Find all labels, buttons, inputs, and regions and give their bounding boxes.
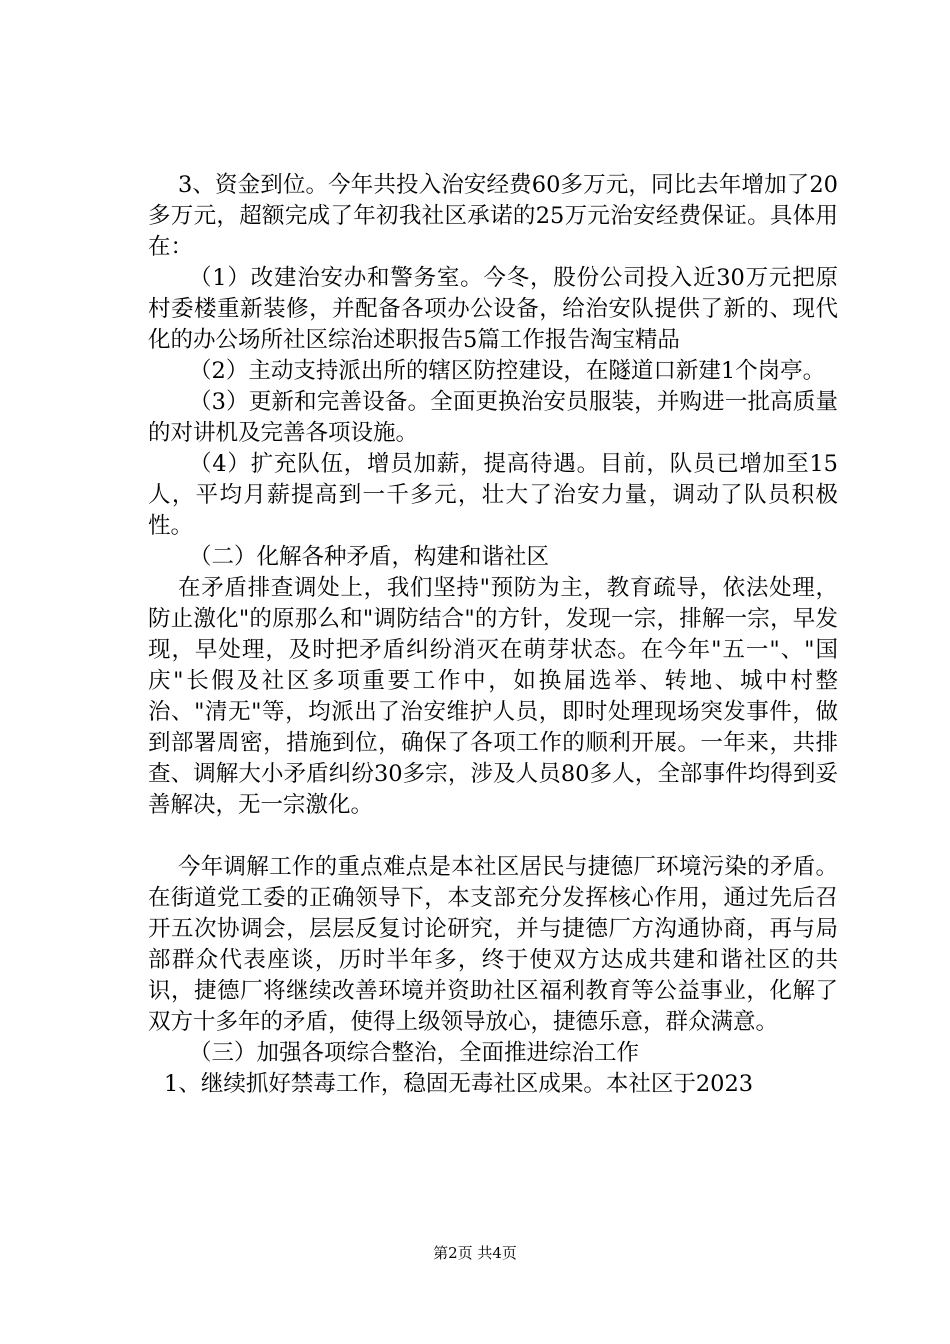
paragraph-mediation: 今年调解工作的重点难点是本社区居民与捷德厂环境污染的矛盾。在街道党工委的正确领导下，本支部充分发挥核心作用，通过先后召开五次协调会，层层反复讨论研究，并与捷德厂方沟通协商，再与局部群众代表座谈，历时半年多，终于使双方达成共建和谐社区的共识，捷德厂将继续改善环境并资助社区福利教育等公益事业，化解了双方十多年的矛盾，使得上级领导放心，捷德乐意，群众满意。 xyxy=(148,854,838,1035)
section-heading-2: （二）化解各种矛盾，构建和谐社区 xyxy=(189,544,550,570)
paragraph-item-2: （2）主动支持派出所的辖区防控建设，在隧道口新建1个岗亭。 xyxy=(189,358,826,384)
paragraph-drug-control: 1、继续抓好禁毒工作，稳固无毒社区成果。本社区于2023 xyxy=(164,1071,754,1097)
document-body xyxy=(148,170,838,1100)
paragraph-item-3: （3）更新和完善设备。全面更换治安员服装，并购进一批高质量的对讲机及完善各项设施。 xyxy=(148,389,838,446)
page-footer: 第2页 共4页 xyxy=(433,1244,517,1262)
paragraph-conflict-resolution: 在矛盾排查调处上，我们坚持"预防为主，教育疏导，依法处理，防止激化"的原那么和"调防结合"的方针，发现一宗，排解一宗，早发现，早处理，及时把矛盾纠纷消灭在萌芽状态。在今年"五一"、"国庆"长假及社区多项重要工作中，如换届选举、转地、城中村整治、"清无"等，均派出了治安维护人员，即时处理现场突发事件，做到部署周密，措施到位，确保了各项工作的顺利开展。一年来，共排查、调解大小矛盾纠纷30多宗，涉及人员80多人，全部事件均得到妥善解决，无一宗激化。 xyxy=(148,575,838,818)
section-heading-3: （三）加强各项综合整治，全面推进综治工作 xyxy=(189,1040,640,1066)
paragraph-item-1: （1）改建治安办和警务室。今冬，股份公司投入近30万元把原村委楼重新装修，并配备各项办公设备，给治安队提供了新的、现代化的办公场所社区综治述职报告5篇工作报告淘宝精品 xyxy=(148,265,838,353)
paragraph-item-4: （4）扩充队伍，增员加薪，提高待遇。目前，队员已增加至15人，平均月薪提高到一千多元，壮大了治安力量，调动了队员积极性。 xyxy=(148,451,838,539)
paragraph-funding: 3、资金到位。今年共投入治安经费60多万元，同比去年增加了20多万元，超额完成了年初我社区承诺的25万元治安经费保证。具体用在： xyxy=(148,172,838,260)
